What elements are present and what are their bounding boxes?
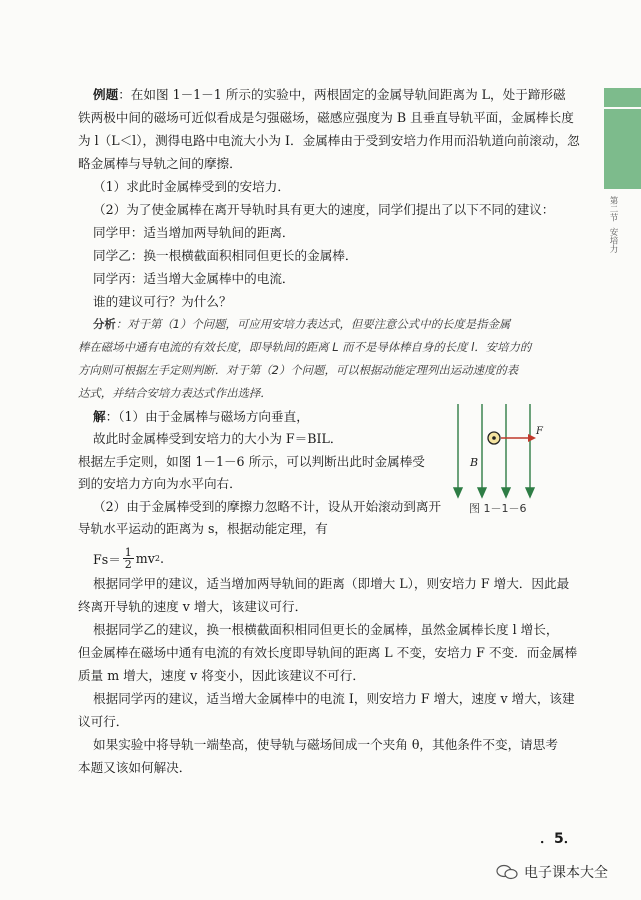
para-c-line-1: 根据同学丙的建议，适当增大金属棒中的电流 I，则安培力 F 增大，速度 v 增大，该建	[93, 691, 575, 706]
formula-rhs: mv	[135, 551, 155, 566]
extension-line-2: 本题又该如何解决．	[78, 760, 192, 775]
field-line-arrow	[478, 488, 486, 497]
question-2: （2）为了使金属棒在离开导轨时具有更大的速度，同学们提出了以下不同的建议：	[93, 202, 555, 217]
field-label-b: B	[470, 456, 479, 469]
energy-formula	[93, 547, 164, 570]
page-number: ．5．	[540, 831, 578, 847]
field-line-arrow	[454, 488, 462, 497]
field-line-arrow	[502, 488, 510, 497]
suggestion-b: 同学乙：换一根横截面积相同但更长的金属棒．	[93, 248, 358, 263]
example-line-3: 为 l（L＜l），测得电路中电流大小为 I．金属棒由于受到安培力作用而沿轨道向前滚动，忽	[78, 133, 580, 148]
question-prompt: 谁的建议可行？为什么？	[93, 294, 232, 309]
solution-line-6: 导轨水平运动的距离为 s，根据动能定理，有	[78, 521, 328, 536]
analysis-keyword: 分析	[93, 317, 116, 331]
formula-exponent: 2	[154, 554, 160, 563]
analysis-line-1	[93, 316, 510, 333]
analysis-line-4: 达式，并结合安培力表达式作出选择．	[78, 386, 272, 400]
chapter-tab-lower	[604, 109, 641, 189]
sidebar-section	[605, 196, 621, 253]
para-a-line-2: 终离开导轨的速度 v 增大，该建议可行．	[78, 599, 308, 614]
text: 2	[124, 558, 132, 571]
para-b-line-1: 根据同学乙的建议，换一根横截面积相同但更长的金属棒，虽然金属棒长度 l 增长，	[93, 622, 559, 637]
extension-line-1: 如果实验中将导轨一端垫高，使导轨与磁场间成一个夹角 θ，其他条件不变，请思考	[93, 737, 558, 752]
para-a-line-1: 根据同学甲的建议，适当增加两导轨间的距离（即增大 L），则安培力 F 增大．因此最	[93, 576, 570, 591]
text: 1	[124, 546, 132, 559]
wechat-icon	[496, 864, 518, 880]
force-label-f: F	[536, 426, 543, 437]
text: ：在如图 1－1－1 所示的实验中，两根固定的金属导轨间距离为 L，处于蹄形磁	[118, 87, 566, 102]
suggestion-a: 同学甲：适当增加两导轨间的距离．	[93, 225, 295, 240]
solution-keyword: 解	[93, 409, 106, 424]
solution-line-2: 故此时金属棒受到安培力的大小为 F＝BIL．	[93, 431, 343, 446]
suggestion-c: 同学丙：适当增大金属棒中的电流．	[93, 271, 295, 286]
field-line-arrow	[526, 488, 534, 497]
example-line-4: 略金属棒与导轨之间的摩擦．	[78, 156, 242, 171]
example-keyword: 例题	[93, 87, 119, 102]
watermark-label: 电子课本大全	[524, 865, 608, 881]
sidebar-topic-label: 安培力	[608, 227, 618, 253]
example-line-2: 铁两极中间的磁场可近似看成是匀强磁场，磁感应强度为 B 且垂直导轨平面，金属棒长度	[78, 110, 574, 125]
solution-line-4: 到的安培力方向为水平向右．	[78, 476, 242, 491]
example-line-1	[93, 86, 566, 103]
question-1: （1）求此时金属棒受到的安培力．	[93, 179, 290, 194]
para-b-line-2: 但金属棒在磁场中通有电流的有效长度即导轨间的距离 L 不变，安培力 F 不变．而金属棒	[78, 645, 578, 660]
text: ：对于第（1）个问题，可应用安培力表达式，但要注意公式中的长度是指金属	[115, 317, 511, 331]
current-dot-center	[492, 436, 496, 440]
solution-line-3: 根据左手定则，如图 1－1－6 所示，可以判断出此时金属棒受	[78, 454, 425, 469]
force-arrow-head	[528, 434, 536, 442]
solution-line-1	[93, 408, 309, 425]
text: ：（1）由于金属棒与磁场方向垂直，	[105, 409, 309, 424]
text: .	[159, 551, 164, 566]
para-b-line-3: 质量 m 增大，速度 v 将变小，因此该建议不可行．	[78, 668, 365, 683]
chapter-tab	[604, 88, 641, 107]
analysis-line-3: 方向则可根据左手定则判断．对于第（2）个问题，可以根据动能定理列出运动速度的表	[78, 363, 519, 377]
sidebar-section-label: 第二节	[608, 196, 618, 222]
watermark	[496, 862, 608, 882]
figure-caption: 图 1－1－6	[469, 502, 527, 515]
solution-line-5: （2）由于金属棒受到的摩擦力忽略不计，设从开始滚动到离开	[93, 499, 442, 514]
formula-lhs: Fs＝	[93, 552, 121, 567]
formula-fraction	[123, 547, 134, 570]
analysis-line-2: 棒在磁场中通有电流的有效长度，即导轨间的距离 L 而不是导体棒自身的长度 l．安培力的	[78, 340, 532, 354]
para-c-line-2: 议可行．	[78, 714, 129, 729]
figure-1-1-6	[448, 402, 568, 502]
